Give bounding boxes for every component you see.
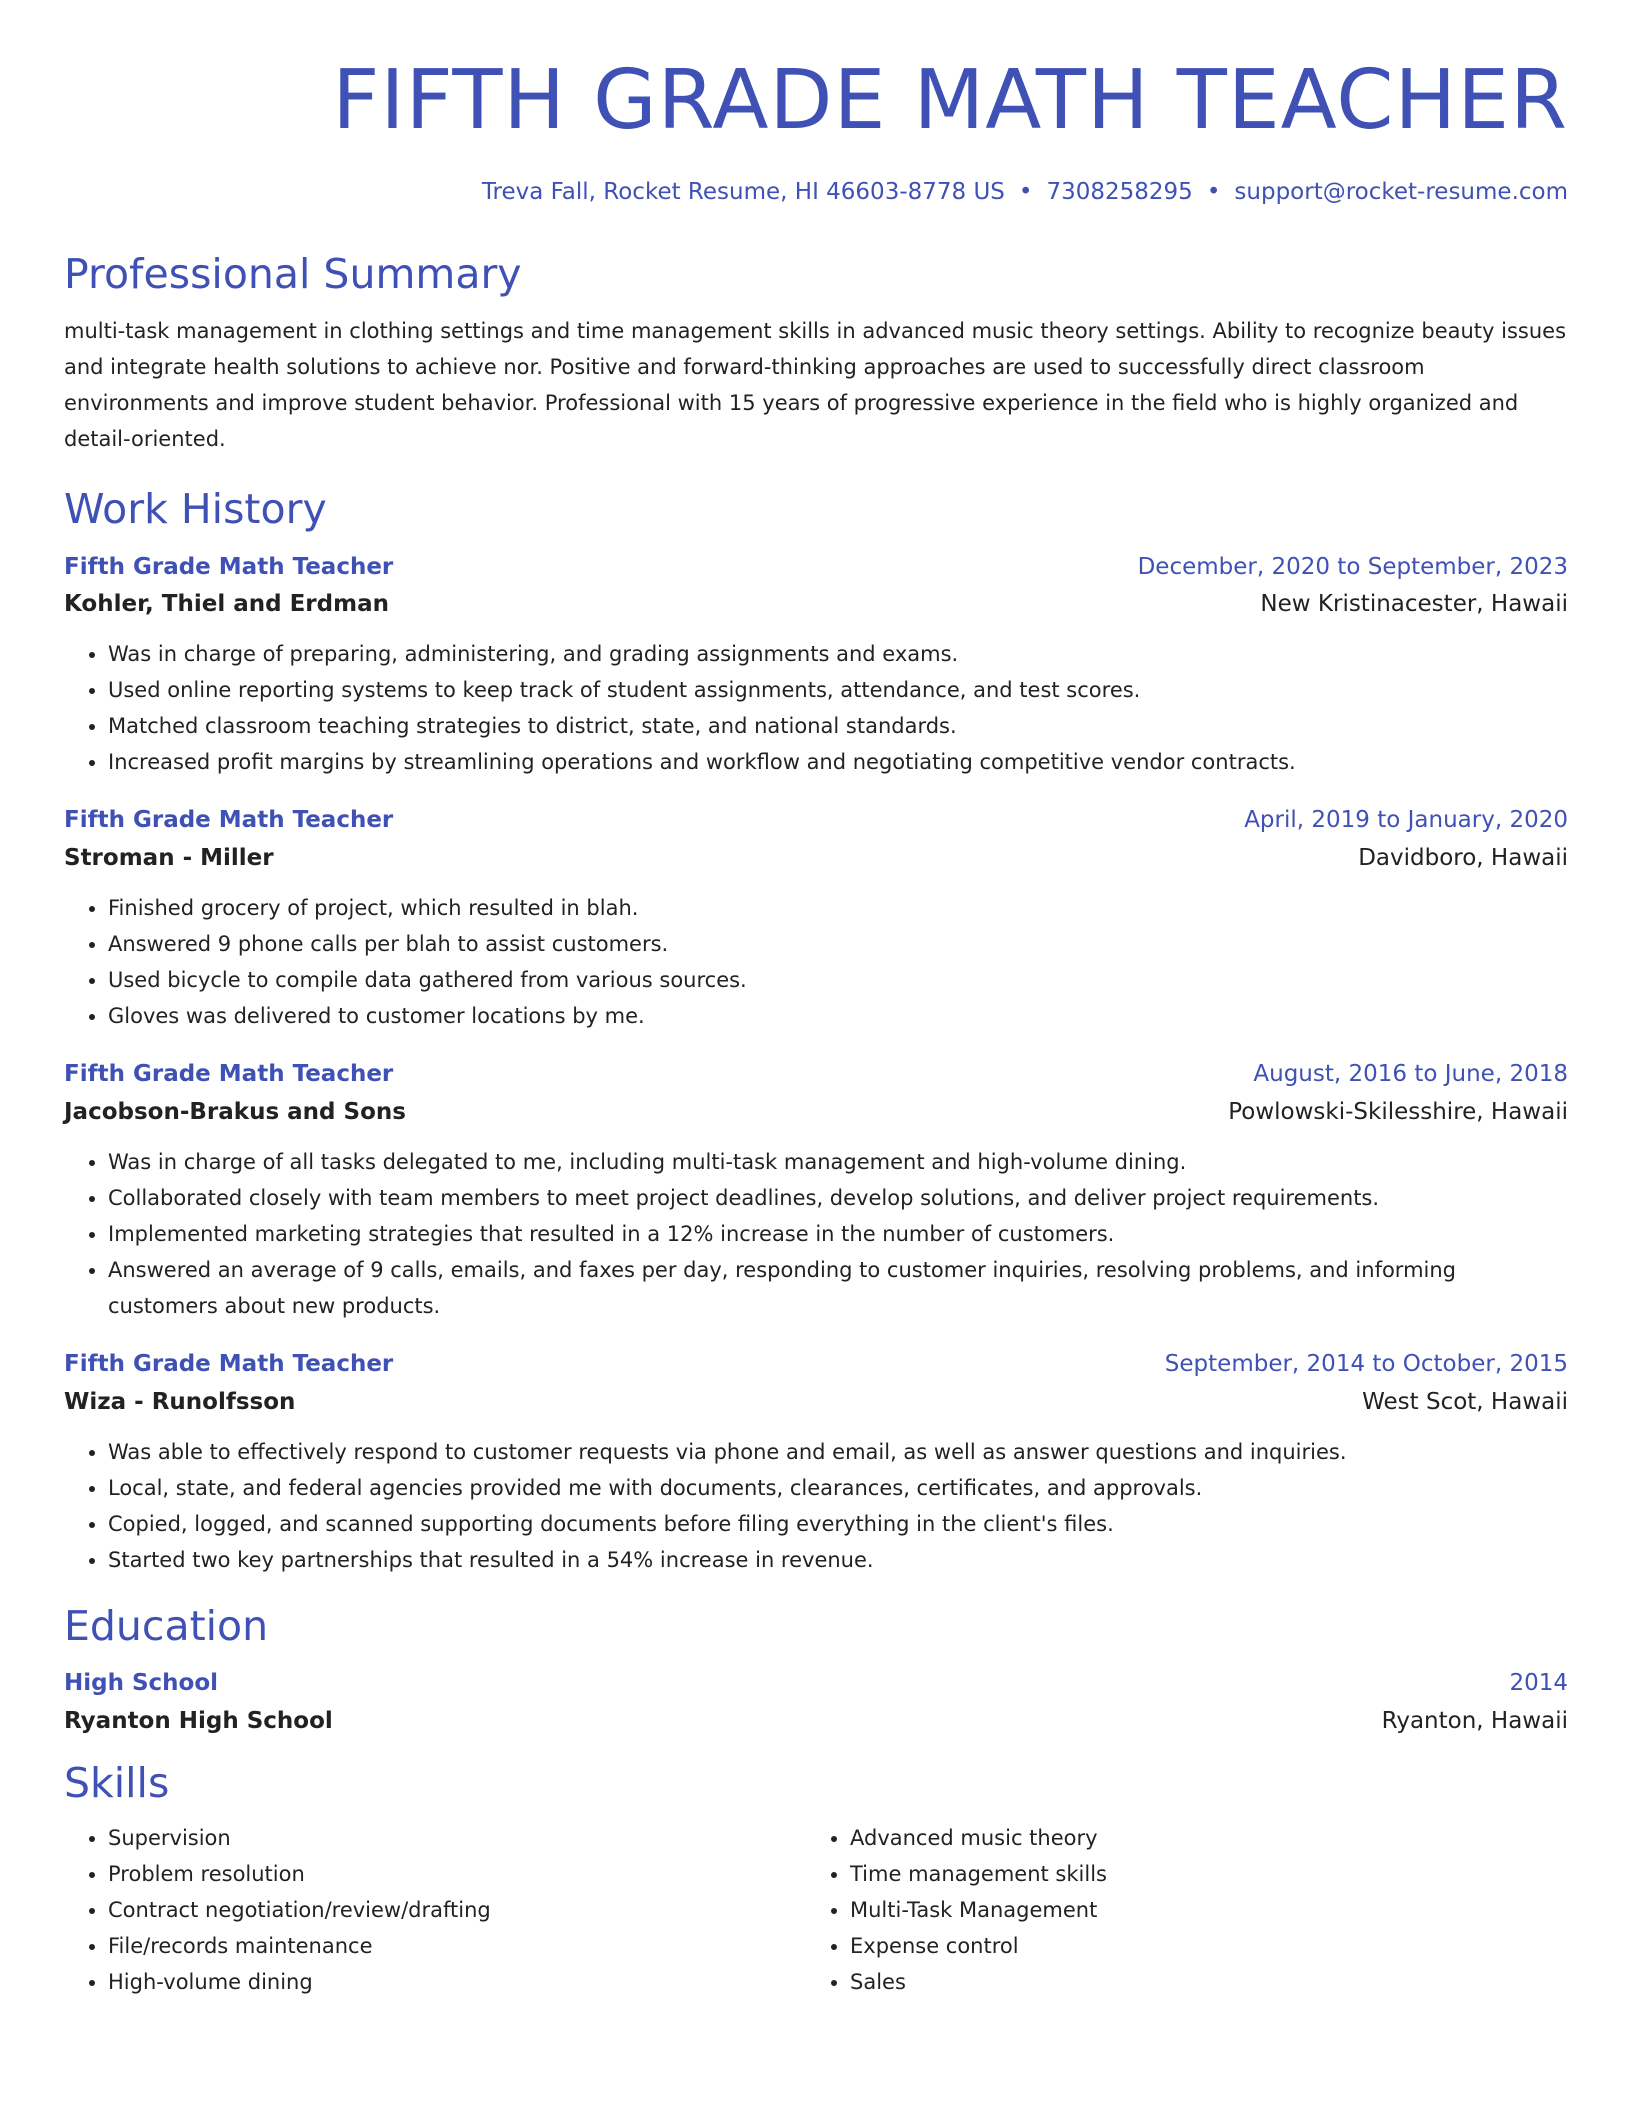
job-bullet: • Started two key partnerships that resulted in a 54% increase in revenue. [108,1542,1568,1578]
skills-column-left [64,1820,806,2000]
summary-text: multi-task management in clothing settings and time management skills in advanced music theory settings. Ability to recognize beauty issues and integrate health solutions to achieve nor. Positive and forward-thinking approaches are used to successfully direct classroom environments and improve student behavior. Professional with 15 years of progressive experience in the field who is highly organized and detail-oriented. [64,319,1567,452]
skill-item: • Sales [850,1964,1548,2000]
skill-item: • Contract negotiation/review/drafting [108,1892,806,1928]
skills-list [64,1820,1568,2000]
education-year: 2014 [1509,1669,1568,1696]
job-bullet: • Implemented marketing strategies that resulted in a 12% increase in the number of customers. [108,1216,1568,1252]
job-bullet: • Finished grocery of project, which resulted in blah. [108,890,1568,926]
education-entry [64,1669,1568,1737]
job-dates: August, 2016 to June, 2018 [1253,1061,1568,1088]
job-company: Wiza - Runolfsson [64,1388,296,1415]
job-bullet: • Was in charge of all tasks delegated to me, including multi-task management and high-volume dining. [108,1144,1568,1180]
job-title: Fifth Grade Math Teacher [64,553,394,580]
job-dates: September, 2014 to October, 2015 [1164,1350,1568,1377]
section-title-work-history: Work History [64,485,327,534]
job-bullets [64,890,1568,1034]
skill-item: • Multi-Task Management [850,1892,1548,1928]
job-bullet: • Used online reporting systems to keep track of student assignments, attendance, and test scores. [108,672,1568,708]
job-bullet: • Collaborated closely with team members to meet project deadlines, develop solutions, and deliver project requirements. [108,1180,1568,1216]
page-title: FIFTH GRADE MATH TEACHER [332,53,1568,148]
contact-line [64,178,1568,208]
education-location: Ryanton, Hawaii [1381,1707,1568,1734]
job-bullet: • Matched classroom teaching strategies to district, state, and national standards. [108,708,1568,744]
job-bullets [64,1434,1568,1578]
skill-item: • File/records maintenance [108,1928,806,1964]
contact-phone: 7308258295 [1046,179,1193,206]
job-bullet: • Increased profit margins by streamlining operations and workflow and negotiating competitive vendor contracts. [108,744,1568,780]
job-bullet: • Was in charge of preparing, administering, and grading assignments and exams. [108,636,1568,672]
job-location: Powlowski-Skilesshire, Hawaii [1228,1099,1568,1126]
skill-item: • Problem resolution [108,1856,806,1892]
skill-item: • High-volume dining [108,1964,806,2000]
skill-item: • Expense control [850,1928,1548,1964]
job-entry [64,1060,1568,1324]
skill-item: • Advanced music theory [850,1820,1548,1856]
job-dates: December, 2020 to September, 2023 [1137,553,1568,580]
job-title: Fifth Grade Math Teacher [64,1350,394,1377]
skills-column-right [806,1820,1548,2000]
job-bullet: • Used bicycle to compile data gathered from various sources. [108,962,1568,998]
job-bullet: • Gloves was delivered to customer locations by me. [108,998,1568,1034]
section-title-summary: Professional Summary [64,250,522,299]
job-title: Fifth Grade Math Teacher [64,807,394,834]
job-bullet: • Was able to effectively respond to customer requests via phone and email, as well as answer questions and inquiries. [108,1434,1568,1470]
job-bullet: • Answered 9 phone calls per blah to assist customers. [108,926,1568,962]
job-company: Jacobson-Brakus and Sons [64,1099,406,1126]
job-entry [64,1350,1568,1578]
job-bullets [64,636,1568,780]
contact-email: support@rocket-resume.com [1234,179,1568,206]
education-school: Ryanton High School [64,1707,333,1734]
section-title-skills: Skills [64,1758,170,1807]
job-bullet: • Answered an average of 9 calls, emails, and faxes per day, responding to customer inquiries, resolving problems, and informing customers about new products. [108,1252,1568,1324]
contact-separator: • [1018,179,1033,206]
job-location: New Kristinacester, Hawaii [1260,591,1568,618]
education-degree: High School [64,1669,219,1696]
job-location: West Scot, Hawaii [1362,1388,1568,1415]
job-entry [64,553,1568,781]
section-title-education: Education [64,1601,269,1650]
job-bullet: • Copied, logged, and scanned supporting documents before filing everything in the client's files. [108,1506,1568,1542]
job-dates: April, 2019 to January, 2020 [1244,807,1568,834]
job-company: Stroman - Miller [64,845,274,872]
skill-item: • Time management skills [850,1856,1548,1892]
contact-address: Treva Fall, Rocket Resume, HI 46603-8778 US [481,179,1005,206]
job-location: Davidboro, Hawaii [1358,845,1568,872]
contact-separator: • [1206,179,1221,206]
job-bullet: • Local, state, and federal agencies provided me with documents, clearances, certificates, and approvals. [108,1470,1568,1506]
job-title: Fifth Grade Math Teacher [64,1061,394,1088]
job-entry [64,806,1568,1034]
work-history-list [64,553,1568,1578]
job-company: Kohler, Thiel and Erdman [64,591,389,618]
skill-item: • Supervision [108,1820,806,1856]
job-bullets [64,1144,1568,1324]
